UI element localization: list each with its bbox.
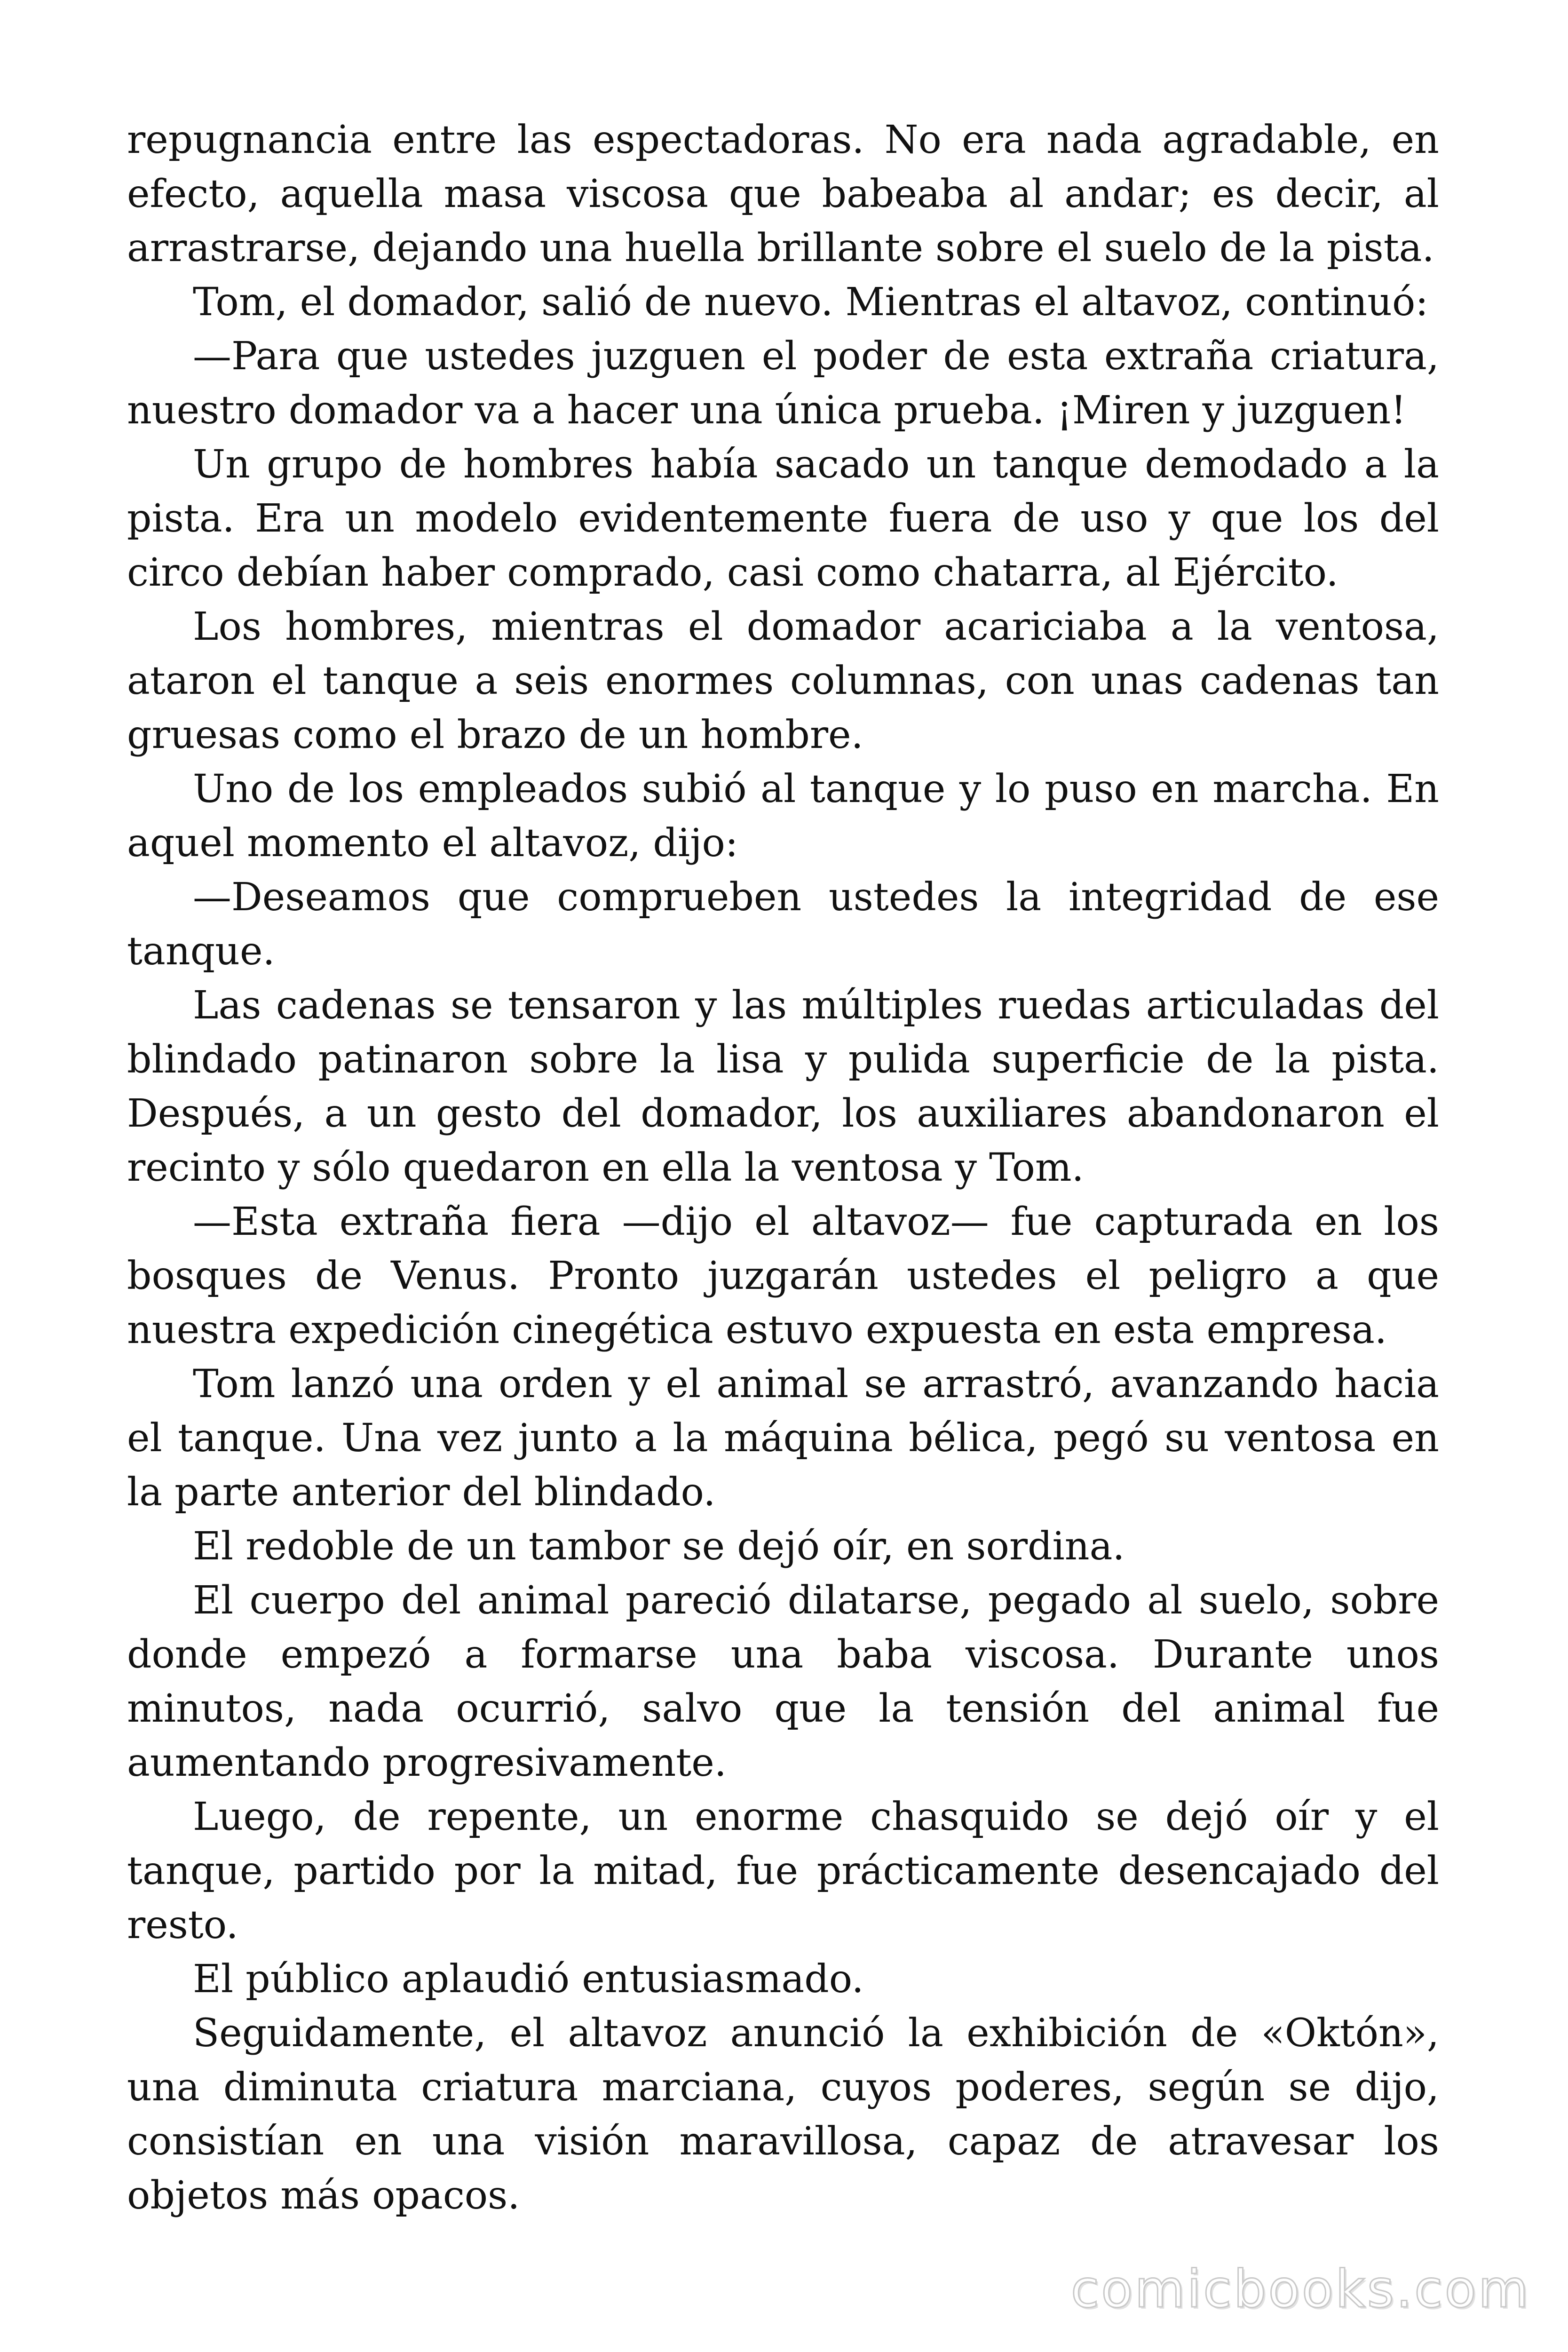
- paragraph: repugnancia entre las espectadoras. No era nada agradable, en efecto, aquella masa viscosa que babeaba al andar; es decir, al arrastrarse, dejando una huella brillante sobre el suelo de la pista.: [127, 118, 1439, 270]
- paragraph: Uno de los empleados subió al tanque y lo puso en marcha. En aquel momento el altavoz, dijo:: [127, 767, 1439, 866]
- paragraph: El redoble de un tambor se dejó oír, en sordina.: [193, 1524, 1125, 1569]
- paragraph: Seguidamente, el altavoz anunció la exhibición de «Októn», una diminuta criatura marciana, cuyos poderes, según se dijo, consistían en una visión maravillosa, capaz de atravesar los objetos más opacos.: [127, 2011, 1439, 2218]
- book-page-text: [127, 113, 1439, 2223]
- paragraph: Luego, de repente, un enorme chasquido se dejó oír y el tanque, partido por la mitad, fue prácticamente desencajado del resto.: [127, 1795, 1439, 1947]
- paragraph: —Esta extraña fiera —dijo el altavoz— fue capturada en los bosques de Venus. Pronto juzgarán ustedes el peligro a que nuestra expedición cinegética estuvo expuesta en esta empresa.: [127, 1200, 1439, 1352]
- paragraph: Tom lanzó una orden y el animal se arrastró, avanzando hacia el tanque. Una vez junto a la máquina bélica, pegó su ventosa en la parte anterior del blindado.: [127, 1362, 1439, 1515]
- paragraph: Las cadenas se tensaron y las múltiples ruedas articuladas del blindado patinaron sobre la lisa y pulida superficie de la pista. Después, a un gesto del domador, los auxiliares abandonaron el recinto y sólo quedaron en ella la ventosa y Tom.: [127, 983, 1439, 1190]
- paragraph: —Para que ustedes juzguen el poder de esta extraña criatura, nuestro domador va a hacer una única prueba. ¡Miren y juzguen!: [127, 334, 1439, 433]
- watermark: comicbooks.com: [1070, 2259, 1530, 2319]
- paragraph: El público aplaudió entusiasmado.: [193, 1957, 864, 2002]
- paragraph: —Deseamos que comprueben ustedes la integridad de ese tanque.: [127, 875, 1439, 974]
- paragraph: El cuerpo del animal pareció dilatarse, pegado al suelo, sobre donde empezó a formarse una baba viscosa. Durante unos minutos, nada ocurrió, salvo que la tensión del animal fue aumentando progresivamente.: [127, 1578, 1439, 1785]
- paragraph: Tom, el domador, salió de nuevo. Mientras el altavoz, continuó:: [193, 280, 1428, 325]
- paragraph: Los hombres, mientras el domador acariciaba a la ventosa, ataron el tanque a seis enormes columnas, con unas cadenas tan gruesas como el brazo de un hombre.: [127, 604, 1439, 757]
- paragraph: Un grupo de hombres había sacado un tanque demodado a la pista. Era un modelo evidentemente fuera de uso y que los del circo debían haber comprado, casi como chatarra, al Ejército.: [127, 442, 1439, 595]
